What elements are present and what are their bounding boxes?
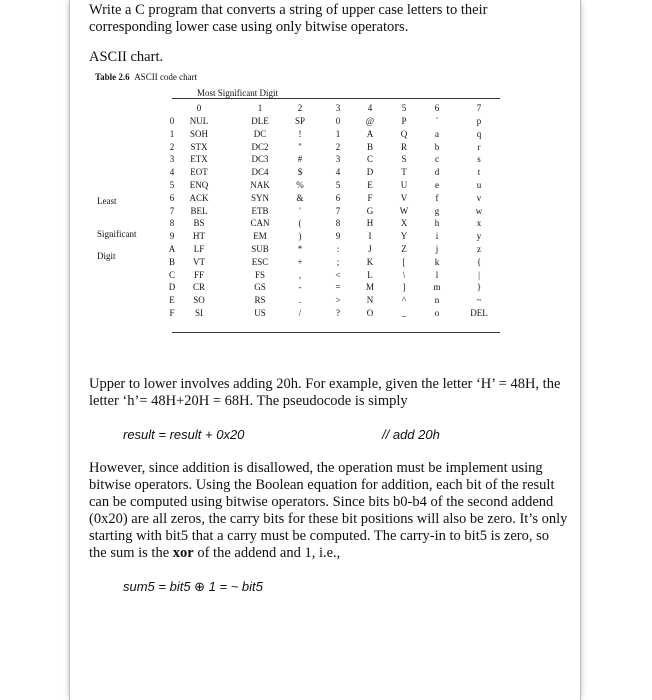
row-digit: E (169, 295, 175, 305)
row-digit: 4 (169, 167, 175, 177)
table-cell: [ (402, 257, 406, 267)
table-cell: ' (299, 206, 301, 216)
row-header-line-1: Least (97, 196, 117, 206)
row-digit: A (168, 244, 176, 254)
row-digit: 7 (169, 206, 175, 216)
row-digit: 3 (169, 154, 175, 164)
table-cell: h (434, 218, 440, 228)
table-cell: a (435, 129, 439, 139)
row-digit: 8 (169, 218, 175, 228)
table-cell: @ (365, 116, 375, 126)
table-cell: F (367, 193, 373, 203)
paragraph-text-2: of the addend and 1, i.e., (193, 545, 341, 561)
table-cell: _ (401, 308, 407, 318)
pseudocode-line: result = result + 0x20 (123, 427, 245, 442)
row-digit: C (168, 270, 175, 280)
paragraph-upper-to-lower: Upper to lower involves adding 20h. For example, given the letter ‘H’ = 48H, the letter ‘h’= 48H+20H = 68H. The pseudocode is simply (89, 376, 561, 409)
table-cell: SP (294, 116, 305, 126)
table-cell: " (298, 142, 302, 152)
column-header: Most Significant Digit (197, 88, 278, 98)
xor-keyword: xor (172, 545, 194, 561)
table-cell: STX (190, 142, 208, 152)
row-digit: 6 (169, 193, 175, 203)
table-cell: ; (336, 257, 340, 267)
table-cell: BEL (190, 206, 208, 216)
table-cell: HT (193, 231, 205, 241)
table-cell: ) (298, 231, 302, 241)
table-cell: H (366, 218, 374, 228)
table-cell: \ (402, 270, 406, 280)
table-cell: N (366, 295, 374, 305)
pseudocode-comment: // add 20h (382, 427, 440, 442)
table-number: Table 2.6 (95, 72, 130, 82)
table-cell: z (477, 244, 481, 254)
table-cell: % (296, 180, 304, 190)
table-cell: CR (192, 282, 205, 292)
table-cell: DLE (251, 116, 269, 126)
table-cell: O (366, 308, 374, 318)
table-cell: ^ (401, 295, 407, 305)
column-digit: 7 (476, 103, 482, 113)
table-cell: U (400, 180, 408, 190)
table-cell: 8 (335, 218, 341, 228)
table-cell: D (366, 167, 374, 177)
table-cell: 3 (335, 154, 341, 164)
table-cell: < (335, 270, 341, 280)
table-cell: 1 (335, 129, 341, 139)
table-cell: l (435, 270, 439, 280)
question-text: Write a C program that converts a string of upper case letters to their corresponding lower case using only bitwise operators. (89, 2, 488, 35)
table-cell: e (435, 180, 439, 190)
table-cell: , (298, 270, 302, 280)
row-digit: B (168, 257, 175, 267)
table-cell: r (477, 142, 481, 152)
table-cell: E (367, 180, 373, 190)
table-cell: / (298, 308, 302, 318)
table-cell: M (365, 282, 374, 292)
table-cell: P (401, 116, 407, 126)
table-cell: j (435, 244, 439, 254)
table-cell: b (434, 142, 440, 152)
table-cell: s (477, 154, 481, 164)
table-title: ASCII code chart (134, 72, 198, 82)
table-cell: SYN (250, 193, 269, 203)
table-cell: m (433, 282, 441, 292)
row-digit: 5 (169, 180, 175, 190)
table-cell: DC2 (251, 142, 269, 152)
table-cell: ] (402, 282, 406, 292)
row-header-line-3: Digit (97, 251, 116, 261)
table-cell: B (366, 142, 373, 152)
table-cell: EOT (190, 167, 208, 177)
table-cell: # (297, 154, 303, 164)
table-cell: { (476, 257, 482, 267)
column-digit: 4 (367, 103, 373, 113)
table-cell: VT (193, 257, 205, 267)
table-cell: X (400, 218, 408, 228)
column-digit: 5 (401, 103, 407, 113)
row-digit: F (169, 308, 175, 318)
table-cell: GS (254, 282, 266, 292)
table-cell: RS (254, 295, 266, 305)
table-cell: q (476, 129, 482, 139)
column-digit: 1 (257, 103, 263, 113)
table-cell: 5 (335, 180, 341, 190)
table-cell: 7 (335, 206, 341, 216)
table-cell: T (401, 167, 407, 177)
row-digit: D (168, 282, 176, 292)
table-cell: d (434, 167, 440, 177)
table-cell: ENQ (189, 180, 209, 190)
table-cell: BS (193, 218, 205, 228)
table-cell: J (368, 244, 372, 254)
table-cell: n (434, 295, 440, 305)
table-cell: G (366, 206, 374, 216)
table-bottom-rule (172, 332, 500, 333)
table-cell: ! (298, 129, 302, 139)
column-digit: 2 (297, 103, 303, 113)
table-cell: & (296, 193, 304, 203)
table-cell: f (435, 193, 439, 203)
table-cell: 0 (335, 116, 341, 126)
table-cell: t (477, 167, 481, 177)
table-cell: ETB (251, 206, 269, 216)
table-cell: NAK (250, 180, 270, 190)
table-cell: ` (435, 116, 439, 126)
table-cell: ACK (189, 193, 209, 203)
table-cell: v (476, 193, 482, 203)
column-digit: 0 (196, 103, 202, 113)
sum-equation: sum5 = bit5 ⊕ 1 = ~ bit5 (123, 579, 263, 594)
table-cell: > (335, 295, 341, 305)
table-cell: 9 (335, 231, 341, 241)
table-cell: | (478, 270, 480, 280)
row-header-line-2: Significant (97, 229, 137, 239)
header-rule (172, 98, 500, 99)
table-cell: I (368, 231, 372, 241)
table-cell: K (366, 257, 374, 267)
table-cell: i (435, 231, 439, 241)
table-cell: o (434, 308, 440, 318)
table-cell: DC4 (251, 167, 269, 177)
table-cell: NUL (189, 116, 209, 126)
table-cell: - (298, 282, 302, 292)
row-digit: 1 (169, 129, 175, 139)
table-cell: FF (193, 270, 204, 280)
table-cell: DC (253, 129, 267, 139)
table-cell: LF (193, 244, 205, 254)
table-cell: . (298, 295, 302, 305)
table-cell: SUB (251, 244, 269, 254)
table-cell: * (297, 244, 303, 254)
table-cell: = (335, 282, 341, 292)
table-cell: CAN (250, 218, 270, 228)
table-cell: S (401, 154, 407, 164)
table-cell: R (400, 142, 407, 152)
table-cell: 2 (335, 142, 341, 152)
table-cell: W (399, 206, 409, 216)
table-cell: ~ (476, 295, 482, 305)
table-cell: SO (193, 295, 205, 305)
paragraph-text-1: However, since addition is disallowed, the operation must be implement using bitwise operators. Using the Boolean equation for addition, each bit of the result can be computed using bitwise operators. Since bits b0-b4 of the second addend (0x20) are all zeros, the carry bits for these bit positions will also be zero. It’s only starting with bit5 that a carry must be computed. The carry-in to bit5 is zero, so the sum is the (89, 460, 568, 561)
column-digit: 3 (335, 103, 341, 113)
table-cell: ( (298, 218, 302, 228)
table-cell: FS (254, 270, 265, 280)
table-cell: } (476, 282, 482, 292)
row-digit: 2 (169, 142, 175, 152)
table-cell: US (254, 308, 266, 318)
table-cell: 4 (335, 167, 341, 177)
table-cell: + (297, 257, 303, 267)
table-cell: y (476, 231, 482, 241)
ascii-chart-label: ASCII chart. (89, 49, 164, 65)
table-cell: Y (400, 231, 408, 241)
table-cell: V (400, 193, 408, 203)
table-cell: DC3 (251, 154, 269, 164)
row-digit: 0 (169, 116, 175, 126)
table-cell: 6 (335, 193, 341, 203)
table-cell: SI (194, 308, 203, 318)
table-cell: x (476, 218, 482, 228)
table-cell: EM (253, 231, 267, 241)
table-cell: DEL (470, 308, 488, 318)
table-cell: c (435, 154, 439, 164)
table-cell: SOH (189, 129, 208, 139)
paragraph-bitwise-explanation (89, 460, 569, 562)
table-cell: Q (400, 129, 408, 139)
table-cell: ESC (251, 257, 269, 267)
row-digit: 9 (169, 231, 175, 241)
table-cell: Z (401, 244, 407, 254)
table-cell: L (367, 270, 373, 280)
table-caption (95, 72, 197, 82)
column-digit: 6 (434, 103, 440, 113)
table-cell: g (434, 206, 440, 216)
table-cell: : (336, 244, 340, 254)
table-cell: $ (297, 167, 303, 177)
table-cell: w (475, 206, 483, 216)
table-cell: u (476, 180, 482, 190)
table-cell: ETX (190, 154, 208, 164)
table-cell: k (434, 257, 440, 267)
table-cell: ? (336, 308, 340, 318)
table-cell: p (476, 116, 482, 126)
table-cell: A (366, 129, 374, 139)
table-cell: C (366, 154, 373, 164)
